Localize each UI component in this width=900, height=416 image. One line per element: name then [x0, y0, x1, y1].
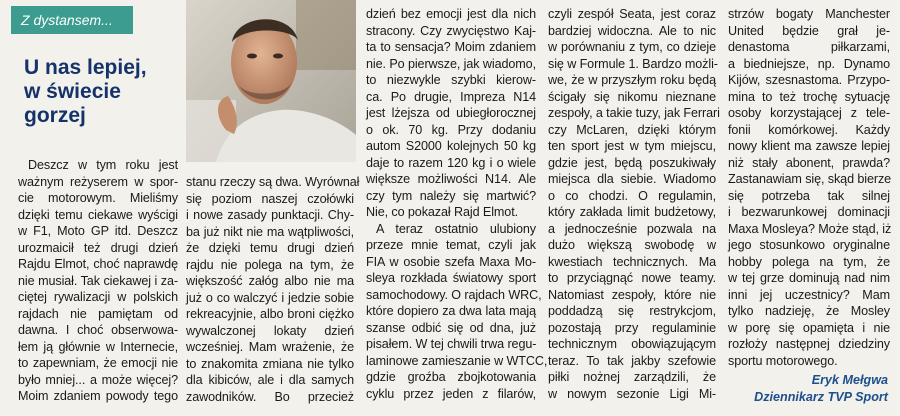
text-line: już o co walczyć i jedzie sobie	[186, 290, 354, 305]
text-line: jego stosunkowo oryginalne	[728, 238, 890, 252]
text-column-4	[548, 6, 720, 402]
text-line: sportu motorowego.	[728, 353, 838, 368]
text-line: inni jej uczestnicy? Mam	[728, 287, 890, 302]
text-line: pisałem. W tej chwili trwa regu-	[366, 337, 537, 351]
headline-line: gorzej	[24, 104, 86, 127]
text-line: który zakłada limit budżetowy,	[548, 205, 716, 219]
text-line: Rajdu Elmot, choć naprawdę	[18, 257, 178, 271]
text-column-3	[366, 6, 548, 402]
text-line: laminowe zamieszanie w WTCC,	[366, 353, 548, 368]
text-line: to przyciągnąć nowe teamy.	[548, 271, 716, 285]
text-line: gdzie groźba zbojkotowania	[366, 370, 536, 384]
text-line: A teraz ostatnio ulubiony	[376, 221, 536, 236]
text-line: Deszcz w tym roku jest	[28, 158, 178, 172]
text-line: wcześniej. Mam wrażenie, że	[186, 340, 354, 354]
text-line: to zapewniam, że emocji nie	[18, 356, 178, 370]
text-line: dużo większą swobodę w	[548, 238, 716, 252]
text-line: stanu rzeczy są dwa. Wyrównał	[186, 175, 360, 189]
text-line: które dopiero za dwa lata mają	[366, 304, 536, 318]
author-name: Eryk Mełgwa	[811, 373, 888, 387]
author-signature	[748, 372, 888, 405]
text-line: a jednocześnie pozwala na	[548, 221, 716, 236]
text-line: łem ją głównie w Internecie,	[18, 339, 178, 354]
text-line: poddadzą się restrykcjom,	[548, 304, 716, 318]
text-line: technicznym obowiązującym	[548, 337, 716, 351]
text-line: szanse odbić się od dna, już	[366, 320, 536, 335]
text-line: daje to razem 120 kg i o wiele	[366, 155, 536, 170]
text-line: autom S2000 kolejnych 50 kg	[366, 139, 536, 153]
text-line: dawna. I choć obserwowa-	[18, 323, 178, 337]
text-line: rekreacyjnie, albo broni ciężko	[186, 307, 354, 321]
text-line: niż stały abonent, prawda?	[728, 155, 890, 170]
text-column-5	[728, 6, 890, 369]
text-line: się potrzeba tak silnej	[728, 188, 890, 203]
text-column-2	[186, 174, 360, 405]
text-line: ten sport jest w tym miejscu,	[548, 139, 716, 153]
text-line: nie musiał. Tak ciekawej i za-	[18, 273, 178, 288]
text-line: Natomiast zespoły, które nie	[548, 287, 716, 302]
text-line: kwestiach technicznych. Ma	[548, 254, 716, 269]
text-line: cie motorowym. Mieliśmy	[18, 191, 178, 205]
text-line: ważnym reżyserem w spor-	[18, 174, 178, 189]
text-line: strzów bogaty Manchester	[728, 7, 890, 21]
text-line: we, że w przyszłym roku będą	[548, 73, 716, 87]
text-line: ca. Po drugie, Impreza N14	[366, 89, 536, 104]
text-line: stracony. Czy zwycięstwo Kaj-	[366, 23, 536, 38]
text-column-1	[18, 157, 178, 405]
text-line: to znakomita zmiana nie tylko	[186, 356, 354, 371]
text-line: większe możliwości N14. Ale	[366, 172, 536, 186]
text-line: o co chodzi. O regulamin,	[548, 188, 716, 203]
text-line: jest lżejsza od ubiegłorocznej	[366, 106, 536, 120]
text-line: w porę się opamięta i nie	[728, 320, 890, 335]
text-line: o ok. 70 kg. Przy dodaniu	[366, 122, 536, 137]
text-line: mina to też trochę sytuację	[728, 89, 890, 104]
text-line: dla kibiców, ale i dla samych	[186, 373, 354, 387]
text-line: czy tym należy się martwić?	[366, 188, 536, 203]
article-headline	[24, 56, 184, 128]
text-line: piłki nożnej zarządzili, że	[548, 370, 716, 384]
text-line: a biedniejsze, np. Dynamo	[728, 56, 890, 71]
text-line: hobby polega na tym, że	[728, 254, 890, 269]
text-line: zespoły, a takie tuzy, jak Ferrari	[548, 106, 720, 120]
text-line: większość załóg albo nie ma	[186, 274, 354, 288]
text-line: urozmaicił też drugi dzień	[18, 240, 178, 255]
text-line: rajdu nie polega na tym, że	[186, 257, 354, 272]
text-line: osoby korzystającej z tele-	[728, 106, 890, 120]
text-line: ścigały się nikomu nieznane	[548, 89, 716, 104]
text-line: i nowe zasady punktacji. Chy-	[186, 208, 354, 222]
text-line: United będzie grał je-	[728, 23, 890, 38]
headline-line: w świecie	[24, 80, 121, 103]
text-line: było mniej... a może więcej?	[18, 372, 178, 387]
text-line: się poziom naszej czołówki	[186, 191, 354, 206]
text-line: rajdach nie pamiętam od	[18, 306, 178, 321]
text-line: czy McLaren, dzięki którym	[548, 122, 716, 137]
text-line: w F1, Moto GP itd. Deszcz	[18, 224, 178, 238]
text-line: FIA w osobie szefa Maxa Mo-	[366, 254, 536, 269]
headline-line: U nas lepiej,	[24, 56, 147, 79]
text-line: w nowym sezonie Ligi Mi-	[548, 386, 716, 401]
text-line: czyli zespół Seata, jest coraz	[548, 7, 716, 21]
text-line: dzień bez emocji jest dla nich	[366, 7, 536, 21]
text-line: tylko nadzieję, że Mosley	[728, 304, 890, 318]
text-line: miejsca dla siebie. Wiadomo	[548, 172, 716, 186]
author-role: Dziennikarz TVP Sport	[754, 389, 888, 404]
author-photo	[186, 0, 356, 162]
text-line: fonii komórkowej. Każdy	[728, 122, 890, 137]
text-line: bardziej widoczna. Ale to nic	[548, 23, 716, 38]
section-rubric: Z dystansem...	[11, 6, 133, 34]
text-line: Maxa Mosleya? Może stąd, iż	[728, 221, 892, 236]
text-line: ba już nikt nie ma wątpliwości,	[186, 224, 354, 239]
text-line: to niezwykle szybki kierow-	[366, 73, 536, 87]
text-line: samochodowy. O rajdach WRC,	[366, 287, 542, 302]
text-line: w porównaniu z tym, co dzieje	[548, 40, 716, 54]
text-line: Kijów, szesnastoma. Przypo-	[728, 73, 890, 87]
text-line: wywalczonej lokaty dzień	[186, 323, 354, 338]
text-line: nie. Po pierwsze, jak wiadomo,	[366, 56, 536, 71]
text-line: ciętej rywalizacji w polskich	[18, 290, 178, 304]
text-line: się w Formule 1. Bardzo możli-	[548, 56, 718, 71]
text-line: teraz. To tak jakby szefowie	[548, 353, 716, 368]
text-line: gdzie jest, będą poszukiwały	[548, 155, 716, 170]
text-line: i bezwarunkowej dominacji	[728, 205, 890, 219]
text-line: nowy klient ma zawsze lepiej	[728, 139, 890, 153]
text-line: pozostają przy regulaminie	[548, 320, 716, 335]
author-portrait-image	[186, 0, 356, 162]
text-line: dzięki temu ciekawe wyścigi	[18, 207, 178, 222]
text-line: Nie, co pokazał Rajd Elmot.	[366, 205, 518, 219]
text-line: denastoma piłkarzami,	[728, 40, 890, 54]
text-line: rozłoży następnej dziedziny	[728, 337, 890, 351]
text-line: Moim zdaniem powody tego	[18, 389, 178, 403]
text-line: zawodników. Bo przecież	[186, 389, 354, 404]
text-line: w tej grze dominują nad nim	[728, 271, 890, 285]
text-line: ta to sensacja? Moim zdaniem	[366, 40, 536, 54]
text-line: że dzięki temu drugi dzień	[186, 241, 354, 255]
text-line: sleya rozkłada światowy sport	[366, 271, 536, 285]
text-line: cyklu przez jeden z filarów,	[366, 386, 536, 401]
text-line: Zastanawiam się, skąd bierze	[728, 172, 892, 186]
text-line: przeze mnie temat, czyli jak	[366, 238, 536, 252]
